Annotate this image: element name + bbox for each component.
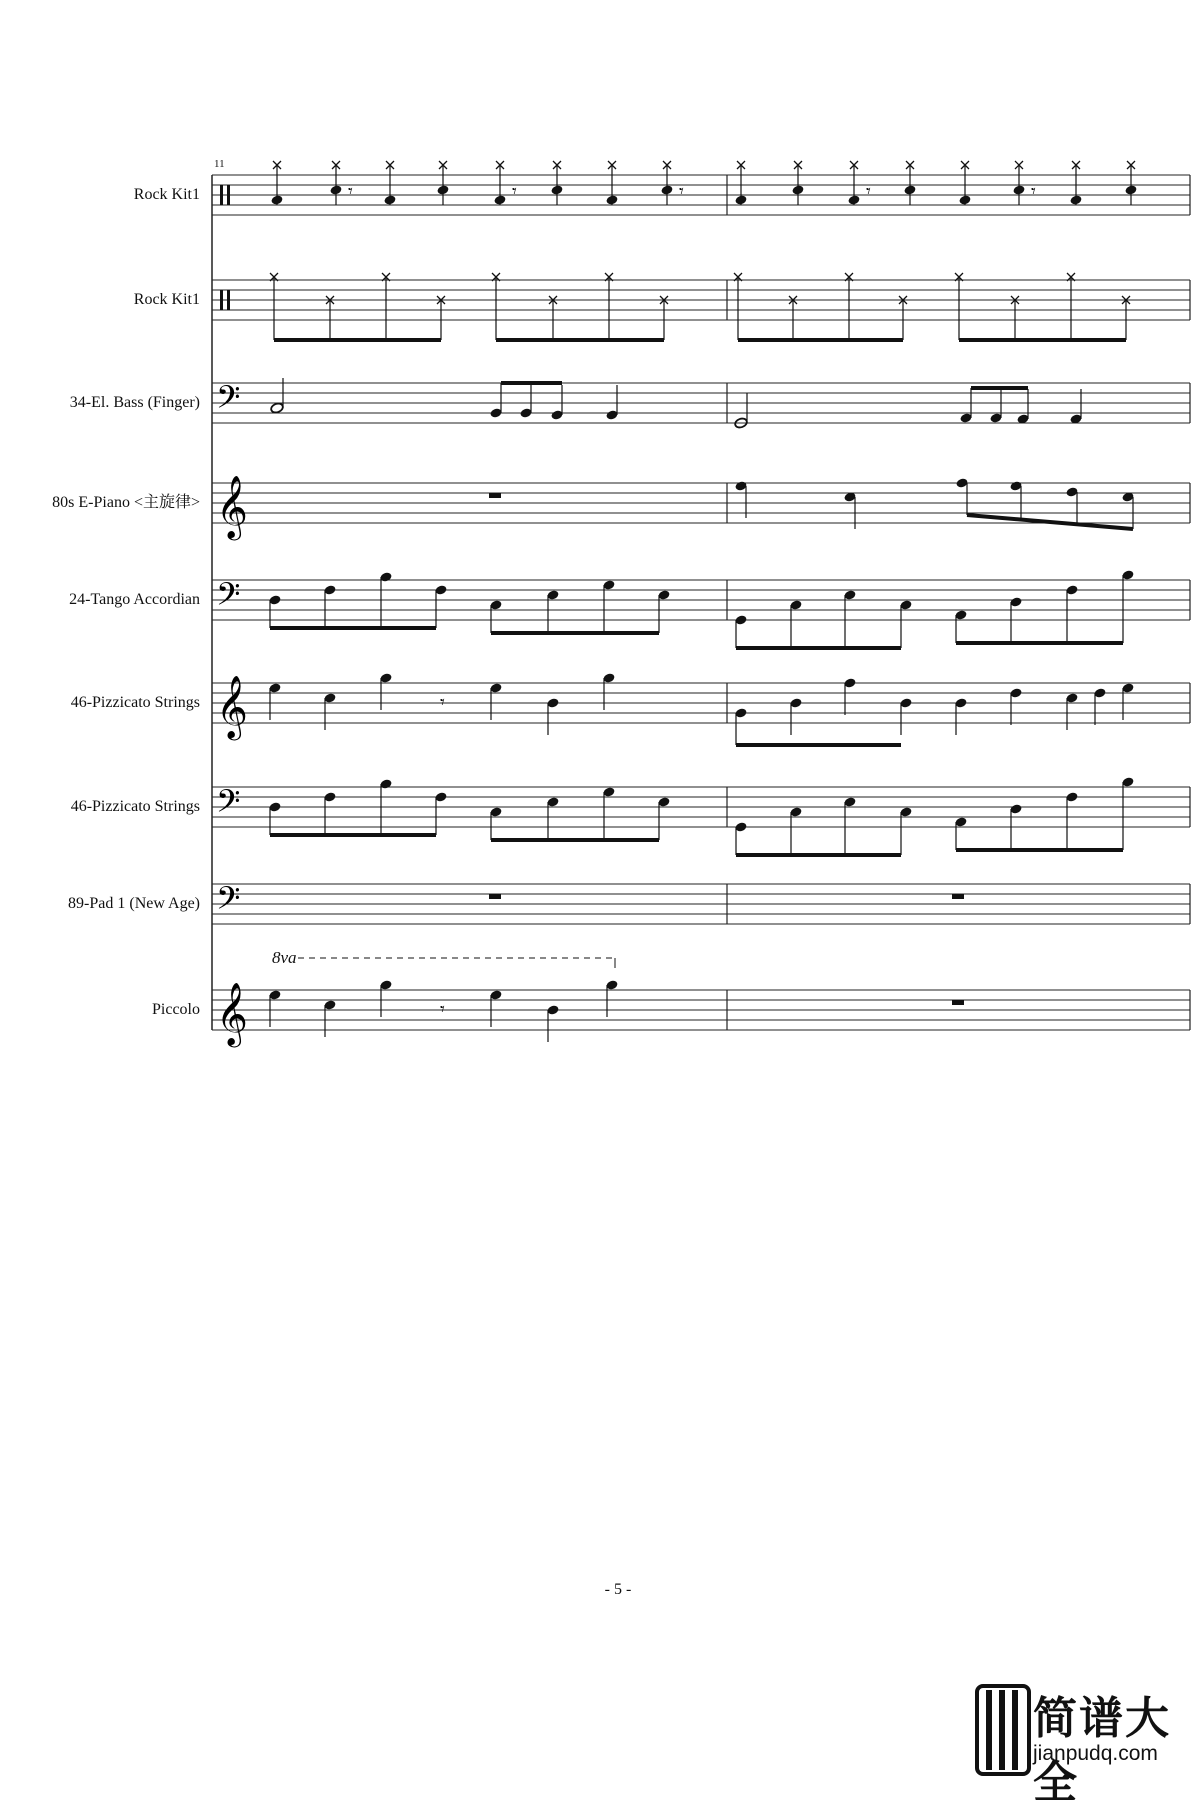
- notehead: [270, 402, 284, 414]
- percussion-clef: [227, 290, 230, 310]
- piano-keys-icon: [975, 1680, 1031, 1780]
- drum-note: [436, 184, 449, 195]
- measure-number: 11: [214, 158, 225, 170]
- eighth-rest: 𝄾: [866, 181, 871, 201]
- page-number: - 5 -: [604, 1581, 632, 1598]
- drum-note: [329, 184, 342, 195]
- instrument-label: 80s E-Piano <主旋律>: [52, 494, 200, 511]
- whole-rest: [489, 493, 501, 498]
- drum-note: [1124, 184, 1137, 195]
- percussion-clef: [227, 185, 230, 205]
- instrument-label: Rock Kit1: [133, 291, 200, 308]
- treble-clef: 𝄞: [216, 475, 248, 538]
- ottava-label: 8va: [272, 948, 297, 967]
- drum-note: [903, 184, 916, 195]
- watermark-url: jianpudq.com: [1033, 1742, 1158, 1765]
- eighth-rest: 𝄾: [512, 181, 517, 201]
- drum-note: [1069, 194, 1082, 205]
- drum-note: [550, 184, 563, 195]
- watermark-logo: [975, 1680, 1200, 1808]
- treble-clef: 𝄞: [216, 982, 248, 1045]
- drum-note: [605, 194, 618, 205]
- instrument-label: Piccolo: [152, 1001, 200, 1018]
- eighth-rest: 𝄾: [1031, 181, 1036, 201]
- bass-clef: 𝄢: [216, 880, 241, 924]
- drum-note: [958, 194, 971, 205]
- ottava-marking: [272, 948, 297, 968]
- drum-note: [1012, 184, 1025, 195]
- bass-clef: 𝄢: [216, 576, 241, 620]
- instrument-label: 46-Pizzicato Strings: [70, 798, 200, 815]
- whole-rest: [489, 894, 501, 899]
- treble-clef: 𝄞: [216, 675, 248, 738]
- whole-rest: [952, 894, 964, 899]
- instrument-label: Rock Kit1: [133, 186, 200, 203]
- bass-clef: 𝄢: [216, 783, 241, 827]
- percussion-clef: [220, 185, 223, 205]
- beam: [967, 515, 1133, 529]
- percussion-clef: [220, 290, 223, 310]
- instrument-label: 46-Pizzicato Strings: [70, 694, 200, 711]
- eighth-rest: 𝄾: [348, 181, 353, 201]
- drum-note: [847, 194, 860, 205]
- drum-note: [383, 194, 396, 205]
- eighth-rest: 𝄾: [679, 181, 684, 201]
- drum-note: [791, 184, 804, 195]
- eighth-rest: 𝄾: [440, 692, 445, 712]
- instrument-label: 24-Tango Accordian: [69, 591, 200, 608]
- drum-note: [660, 184, 673, 195]
- instrument-label: 34-El. Bass (Finger): [69, 394, 200, 411]
- drum-note: [270, 194, 283, 205]
- bass-clef: 𝄢: [216, 379, 241, 423]
- watermark-title: 简谱大全: [1033, 1693, 1171, 1808]
- eighth-rest: 𝄾: [440, 999, 445, 1019]
- drum-note: [734, 194, 747, 205]
- instrument-label: 89-Pad 1 (New Age): [68, 895, 200, 912]
- whole-rest: [952, 1000, 964, 1005]
- drum-note: [493, 194, 506, 205]
